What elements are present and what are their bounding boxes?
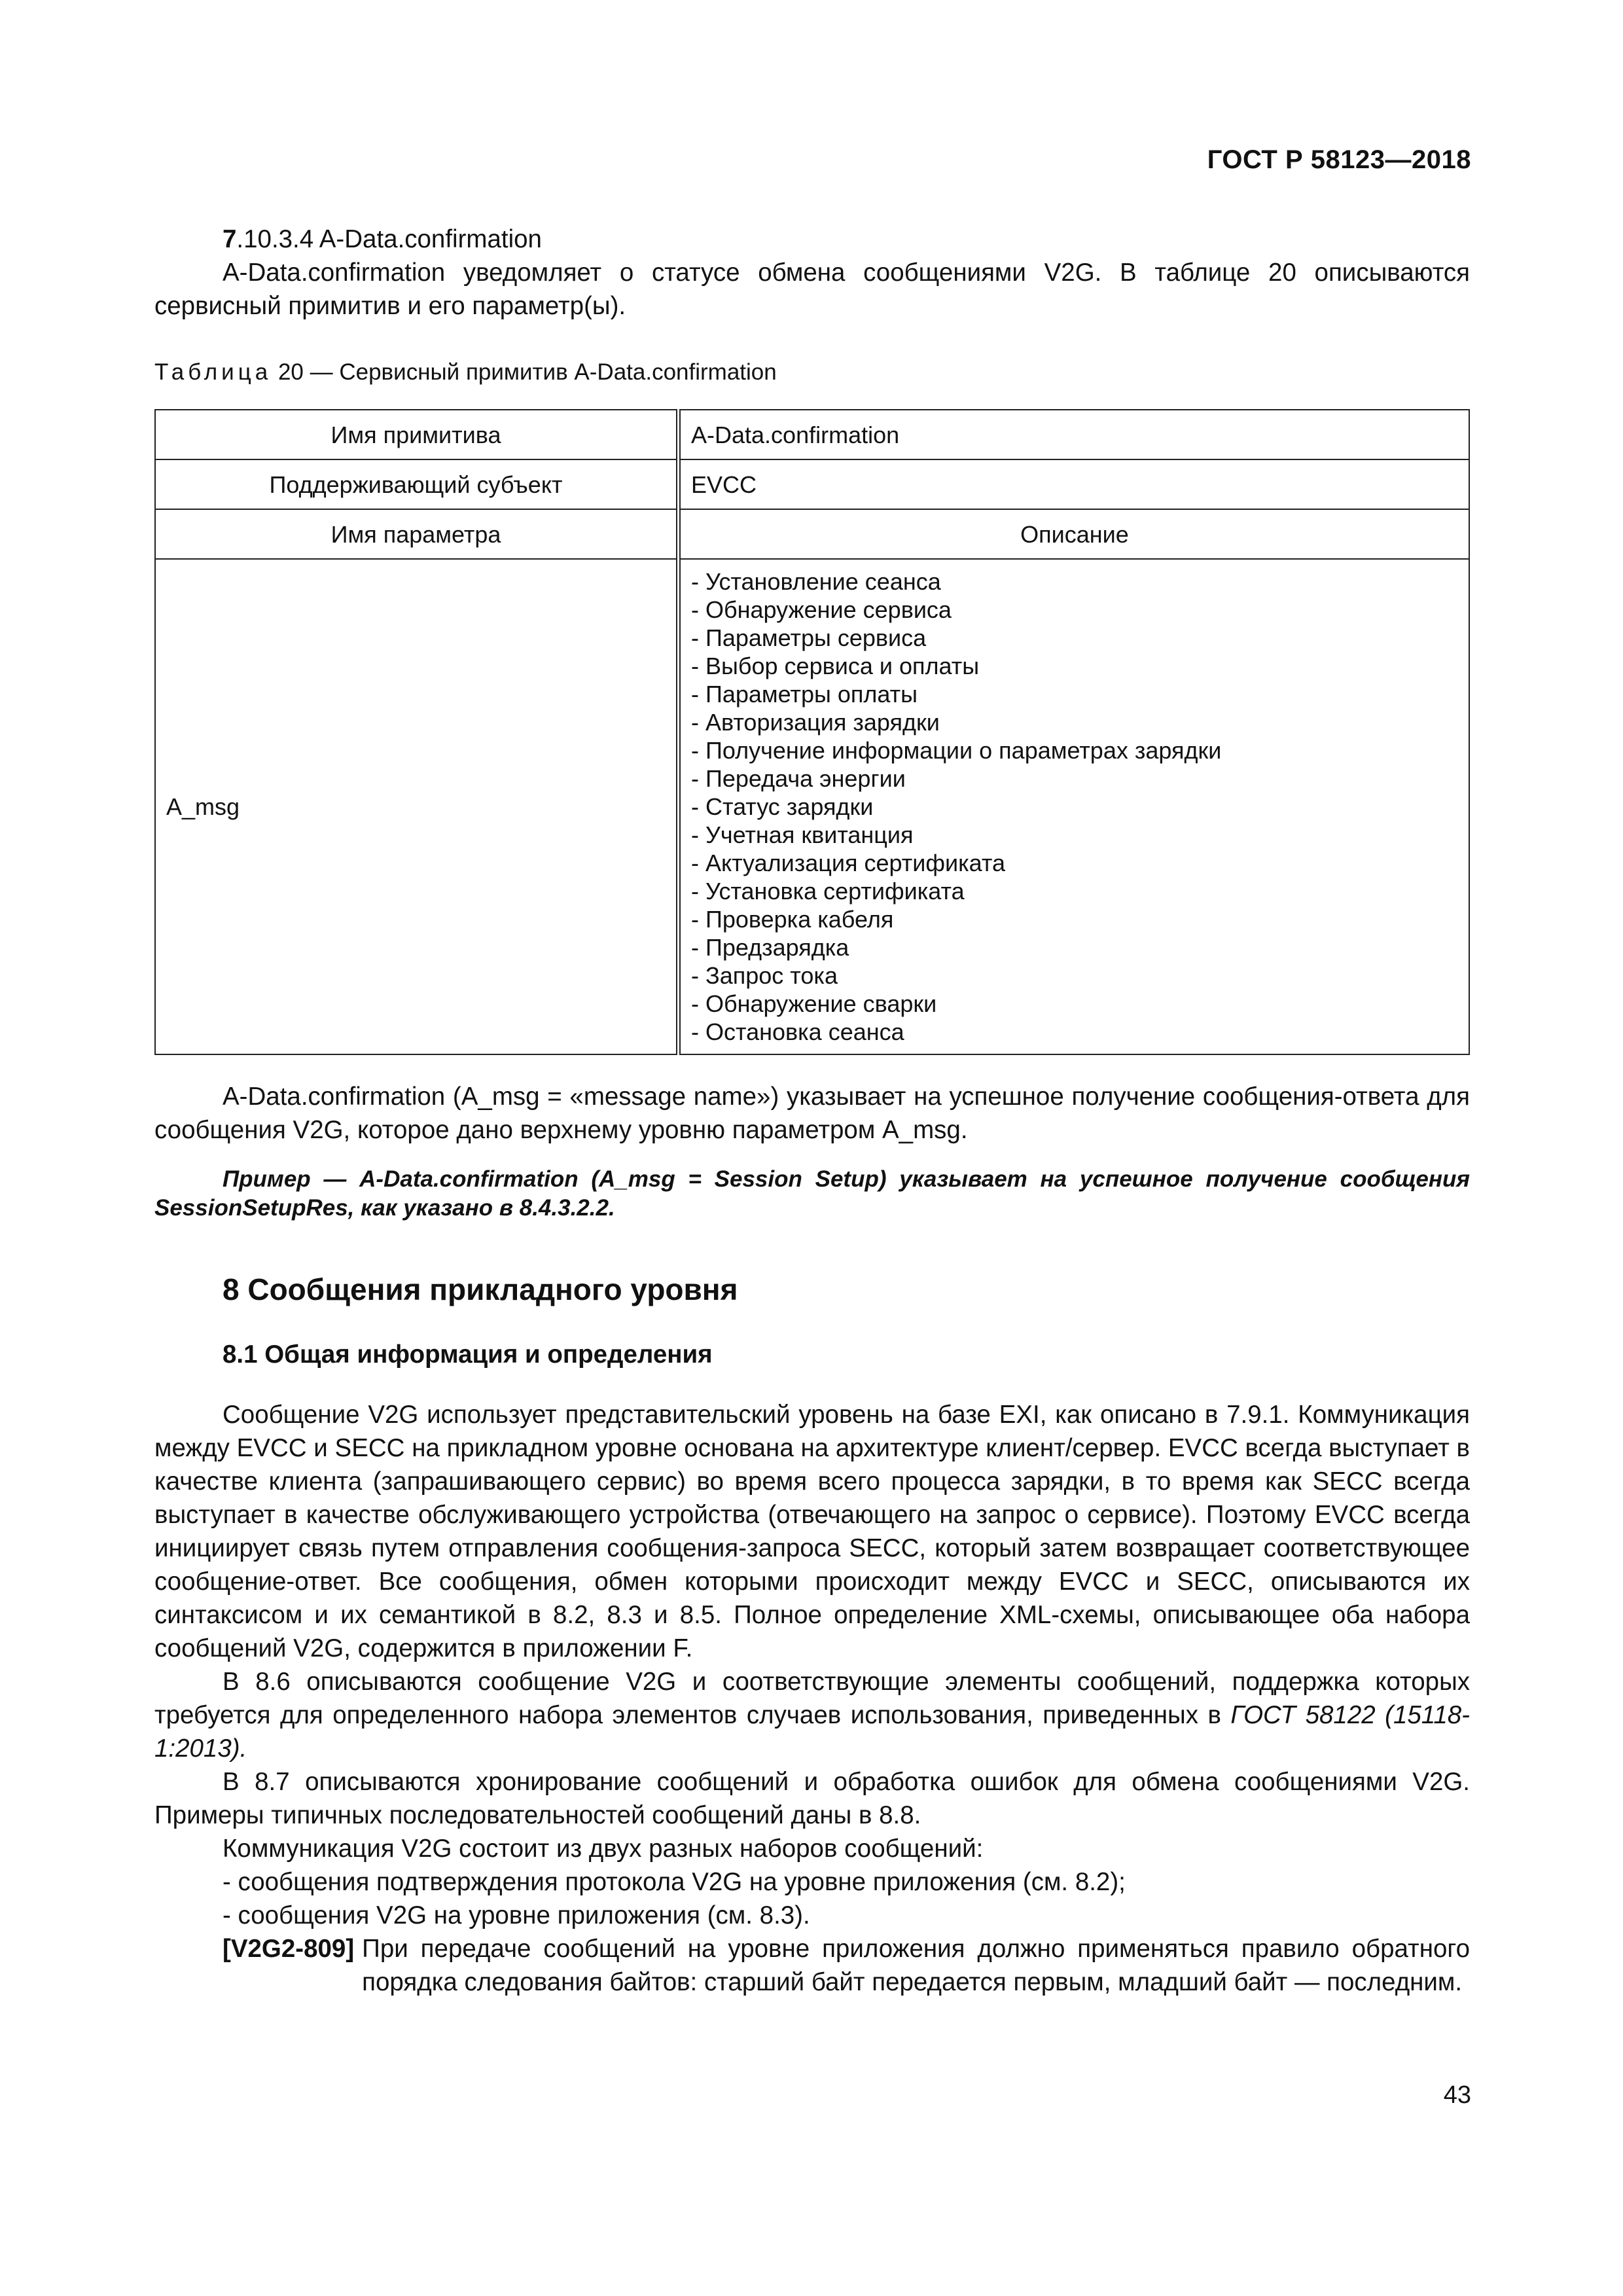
clause-number-rest: .10.3.4: [236, 225, 314, 253]
subsection-title: 8.1 Общая информация и определения: [223, 1340, 713, 1369]
table-row: [155, 459, 1469, 509]
list-item: - сообщения V2G на уровне приложения (см. 8.3).: [223, 1901, 810, 1929]
body-paragraph: Сообщение V2G использует представительский уровень на базе EXI, как описано в 7.9.1. Коммуникация между EVCC и SECC на прикладном уровне основана на архитектуре клиент/сервер. EVCC всегда выступает в качестве клиента (запрашивающего сервис) во время всего процесса зарядки, в то время как SECC всегда выступает в качестве обслуживающего устройства (отвечающего на запрос о сервисе). Поэтому EVCC всегда инициирует связь путем отправления сообщения-запроса SECC, который затем возвращает соответствующее сообщение-ответ. Все сообщения, обмен которыми происходит между EVCC и SECC, описываются их синтаксисом и их семантикой в 8.2, 8.3 и 8.5. Полное определение XML-схемы, описывающее оба набора сообщений V2G, содержится в приложении F.: [154, 1401, 1470, 1662]
table-header-row: [155, 509, 1469, 559]
clause-heading: [154, 223, 1470, 256]
requirement: [223, 1932, 1470, 1999]
list-item: - Запрос тока: [691, 962, 838, 989]
list-item: - Получение информации о параметрах зарядки: [691, 737, 1222, 764]
section-title: 8 Сообщения прикладного уровня: [223, 1272, 738, 1306]
clause-title: A-Data.confirmation: [313, 225, 542, 253]
body-paragraph: В 8.7 описываются хронирование сообщений и обработка ошибок для обмена сообщениями V2G. Примеры типичных последовательностей сообщений даны в 8.8.: [154, 1768, 1470, 1829]
table-cell: [679, 559, 1470, 1054]
list-item: - Передача энергии: [691, 765, 906, 792]
table-row: [155, 559, 1469, 1054]
table-caption-rest: 20 — Сервисный примитив A-Data.confirmation: [272, 359, 777, 385]
table-header-cell: Описание: [679, 509, 1470, 559]
page-content: [154, 223, 1470, 1999]
message-list: [691, 567, 1458, 1046]
list-item: - сообщения подтверждения протокола V2G на уровне приложения (см. 8.2);: [223, 1868, 1126, 1896]
requirement-id: [V2G2-809]: [223, 1935, 355, 1963]
clause-intro: A-Data.confirmation уведомляет о статусе обмена сообщениями V2G. В таблице 20 описываются сервисный примитив и его параметр(ы).: [154, 259, 1470, 320]
list-item: - Остановка сеанса: [691, 1018, 904, 1045]
table-cell: A-Data.confirmation: [679, 410, 1470, 459]
list-item: - Предзарядка: [691, 934, 849, 961]
list-item: - Установление сеанса: [691, 568, 941, 595]
list-item: - Учетная квитанция: [691, 821, 914, 848]
table-cell: Имя примитива: [155, 410, 679, 459]
list-item: - Выбор сервиса и оплаты: [691, 653, 980, 679]
example-note: Пример — A-Data.confirmation (A_msg = Session Setup) указывает на успешное получение сообщения SessionSetupRes, как указано в 8.4.3.2.2.: [154, 1166, 1470, 1221]
document-header: ГОСТ Р 58123—2018: [1207, 145, 1471, 174]
list-item: - Авторизация зарядки: [691, 709, 940, 736]
list-item: - Параметры оплаты: [691, 681, 918, 708]
after-table-paragraph: A-Data.confirmation (A_msg = «message name») указывает на успешное получение сообщения-ответа для сообщения V2G, которое дано верхнему уровню параметром A_msg.: [154, 1083, 1470, 1144]
list-item: - Установка сертификата: [691, 878, 965, 905]
list-item: - Актуализация сертификата: [691, 850, 1005, 876]
list-item: - Проверка кабеля: [691, 906, 894, 933]
primitive-table: [154, 409, 1470, 1055]
clause-number-bold: 7: [223, 225, 237, 253]
list-item: - Статус зарядки: [691, 793, 874, 820]
table-row: [155, 410, 1469, 459]
list-item: - Параметры сервиса: [691, 624, 927, 651]
table-caption-word: Таблица: [154, 359, 272, 385]
body-paragraph: Коммуникация V2G состоит из двух разных наборов сообщений:: [223, 1835, 984, 1863]
table-caption: [154, 358, 1470, 387]
body-text: В 8.6 описываются сообщение V2G и соответствующие элементы сообщений, поддержка которых требуется для определенного набора элементов случаев использования, приведенных в: [154, 1668, 1470, 1729]
table-cell: EVCC: [679, 459, 1470, 509]
requirement-text: При передаче сообщений на уровне приложения должно применяться правило обратного порядка следования байтов: старший байт передается первым, младший байт — последним.: [362, 1935, 1470, 1996]
standard-reference: ГОСТ 58122 (15118-1:2013).: [154, 1701, 1470, 1763]
body-paragraph: [154, 1665, 1470, 1765]
table-cell: A_msg: [155, 559, 679, 1054]
table-cell: Поддерживающий субъект: [155, 459, 679, 509]
table-header-cell: Имя параметра: [155, 509, 679, 559]
page-number: 43: [1443, 2081, 1471, 2109]
section-body: [154, 1398, 1470, 1999]
list-item: - Обнаружение сварки: [691, 990, 937, 1017]
list-item: - Обнаружение сервиса: [691, 596, 952, 623]
